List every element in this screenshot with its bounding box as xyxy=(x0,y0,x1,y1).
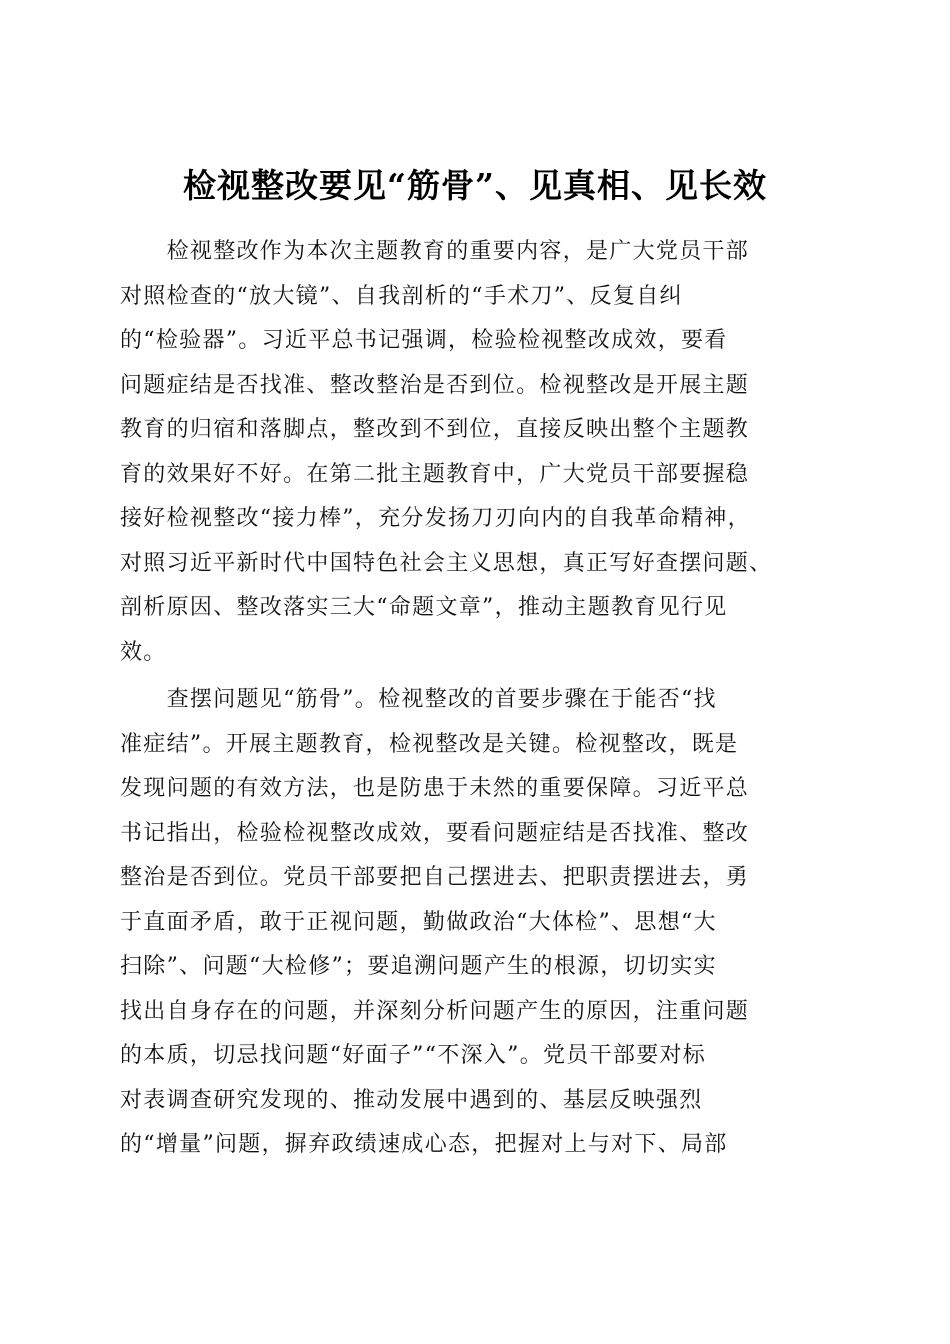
text-line: 对表调查研究发现的、推动发展中遇到的、基层反映强烈 xyxy=(120,1087,703,1113)
text-line: 接好检视整改“接力棒”，充分发扬刀刃向内的自我革命精神， xyxy=(120,506,751,531)
text-line: 发现问题的有效方法，也是防患于未然的重要保障。习近平总 xyxy=(120,776,750,801)
text-line: 育的效果好不好。在第二批主题教育中，广大党员干部要握稳 xyxy=(120,461,750,487)
text-line: 剖析原因、整改落实三大“命题文章”，推动主题教育见行见 xyxy=(120,595,728,620)
document-body xyxy=(120,230,840,1171)
text-line: 对照检查的“放大镜”、自我剖析的“手术刀”、反复自纠 xyxy=(120,283,683,309)
text-line: 的本质，切忌找问题“好面子”“不深入”。党员干部要对标 xyxy=(120,1043,707,1068)
text-line: 检视整改作为本次主题教育的重要内容，是广大党员干部 xyxy=(120,239,750,264)
text-line: 整治是否到位。党员干部要把自己摆进去、把职责摆进去，勇 xyxy=(120,865,750,890)
text-line: 书记指出，检验检视整改成效，要看问题症结是否找准、整改 xyxy=(120,820,750,846)
text-line: 于直面矛盾，敢于正视问题，勤做政治“大体检”、思想“大 xyxy=(120,909,717,935)
text-line: 查摆问题见“筋骨”。检视整改的首要步骤在于能否“找 xyxy=(120,687,717,712)
document-title: 检视整改要见“筋骨”、见真相、见长效 xyxy=(183,166,767,206)
text-line: 准症结”。开展主题教育，检视整改是关键。检视整改，既是 xyxy=(120,731,739,757)
text-line: 教育的归宿和落脚点，整改到不到位，直接反映出整个主题教 xyxy=(120,417,750,442)
text-line: 的“检验器”。习近平总书记强调，检验检视整改成效，要看 xyxy=(120,328,728,353)
text-line: 效。 xyxy=(120,639,167,665)
text-line: 问题症结是否找准、整改整治是否到位。检视整改是开展主题 xyxy=(120,372,750,398)
text-line: 扫除”、问题“大检修”；要追溯问题产生的根源，切切实实 xyxy=(120,954,717,979)
text-line: 对照习近平新时代中国特色社会主义思想，真正写好查摆问题、 xyxy=(120,550,773,576)
paragraph-2 xyxy=(120,678,840,1168)
text-line: 找出自身存在的问题，并深刻分析问题产生的原因，注重问题 xyxy=(120,998,750,1024)
paragraph-1 xyxy=(120,230,840,675)
text-line: 的“增量”问题，摒弃政绩速成心态，把握对上与对下、局部 xyxy=(120,1132,728,1157)
